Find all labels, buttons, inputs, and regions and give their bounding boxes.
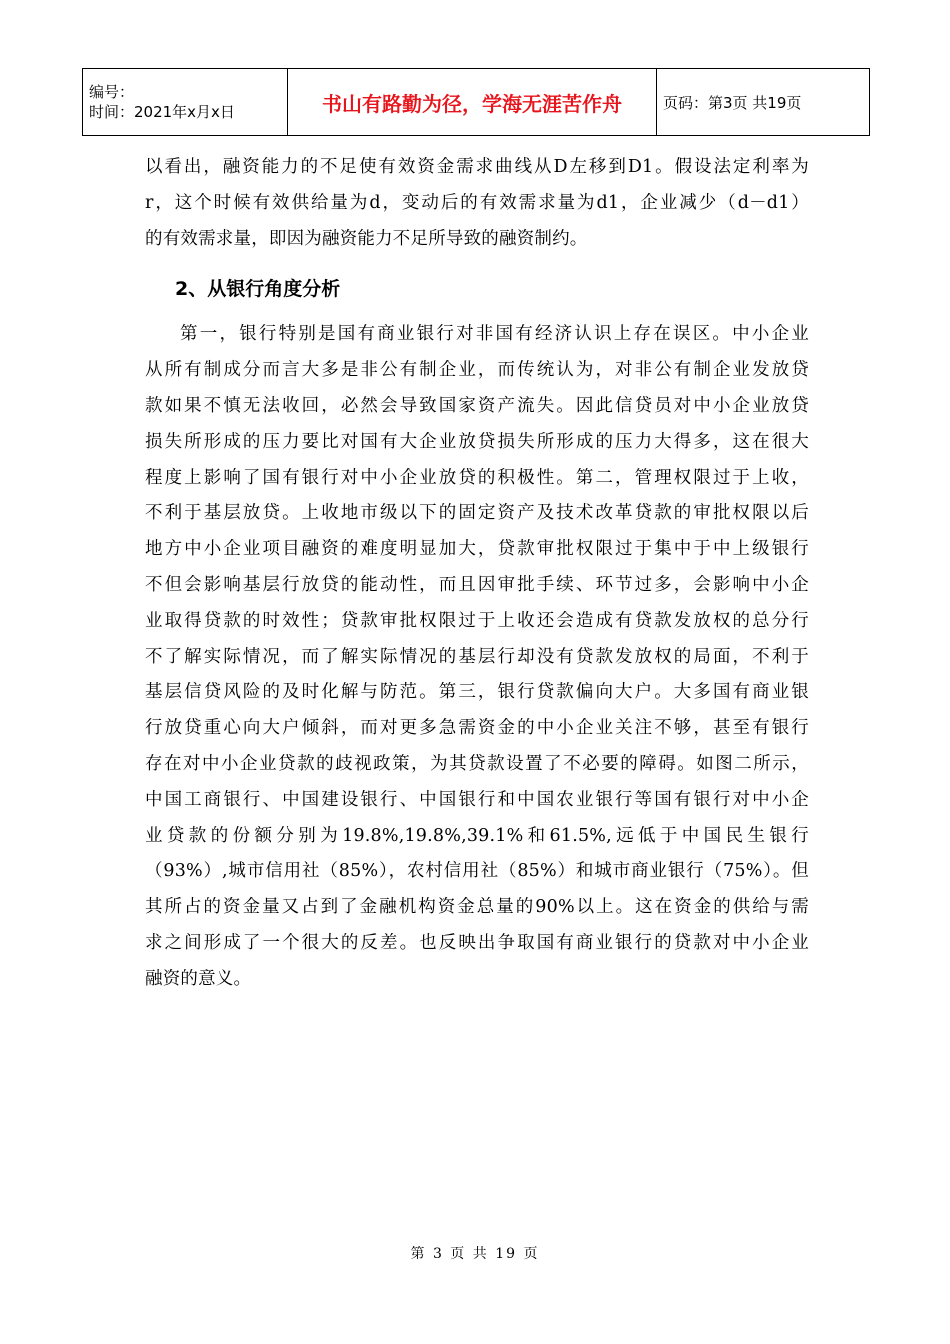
text-line: 程度上影响了国有银行对中小企业放贷的积极性。第二，管理权限过于上收， [145,467,809,488]
page-header [82,68,870,136]
text-line: 基层信贷风险的及时化解与防范。第三，银行贷款偏向大户。大多国有商业银 [145,682,809,703]
text-line: 不利于基层放贷。上收地市级以下的固定资产及技术改革贷款的审批权限以后 [145,503,809,524]
text-line: 求之间形成了一个很大的反差。也反映出争取国有商业银行的贷款对中小企业 [145,932,809,953]
document-date-label: 时间：2021年x月x日 [89,103,235,121]
section-heading: 2、从银行角度分析 [175,278,341,301]
text-line: 不但会影响基层行放贷的能动性，而且因审批手续、环节过多，会影响中小企 [145,574,809,595]
text-line: 业贷款的份额分别为19.8%,19.8%,39.1%和61.5%,远低于中国民生银行 [145,825,809,846]
paragraph-2 [145,317,809,997]
text-line: 款如果不慎无法收回，必然会导致国家资产流失。因此信贷员对中小企业放贷 [145,395,809,416]
page-footer: 第 3 页 共 19 页 [410,1246,540,1262]
text-line: 业取得贷款的时效性；贷款审批权限过于上收还会造成有贷款发放权的总分行 [145,610,809,631]
text-line: 的有效需求量，即因为融资能力不足所导致的融资制约。 [145,228,588,249]
text-line: 存在对中小企业贷款的歧视政策，为其贷款设置了不必要的障碍。如图二所示， [145,753,809,774]
text-line: 不了解实际情况，而了解实际情况的基层行却没有贷款发放权的局面，不利于 [145,646,809,667]
text-line: 行放贷重心向大户倾斜，而对更多急需资金的中小企业关注不够，甚至有银行 [145,718,809,739]
text-line: （93%）,城市信用社（85%），农村信用社（85%）和城市商业银行（75%）。但 [145,861,809,882]
text-line: 融资的意义。 [145,968,252,989]
text-line: 第一，银行特别是国有商业银行对非国有经济认识上存在误区。中小企业 [180,324,809,345]
header-motto: 书山有路勤为径，学海无涯苦作舟 [288,69,657,136]
text-line: 从所有制成分而言大多是非公有制企业，而传统认为，对非公有制企业发放贷 [145,360,809,381]
text-line: 损失所形成的压力要比对国有大企业放贷损失所形成的压力大得多，这在很大 [145,431,809,452]
text-line: r，这个时候有效供给量为d，变动后的有效需求量为d1，企业减少（d－d1） [145,192,809,213]
document-body [145,150,809,998]
paragraph-1 [145,150,809,257]
text-line: 以看出，融资能力的不足使有效资金需求曲线从D左移到D1。假设法定利率为 [145,157,809,177]
text-line: 地方中小企业项目融资的难度明显加大，贷款审批权限过于集中于中上级银行 [145,539,809,560]
document-number-label: 编号： [89,83,135,101]
text-line: 其所占的资金量又占到了金融机构资金总量的90%以上。这在资金的供给与需 [145,897,809,918]
header-page-info: 页码：第3页 共19页 [657,69,870,136]
header-meta-cell [83,69,288,136]
text-line: 中国工商银行、中国建设银行、中国银行和中国农业银行等国有银行对中小企 [145,789,809,810]
